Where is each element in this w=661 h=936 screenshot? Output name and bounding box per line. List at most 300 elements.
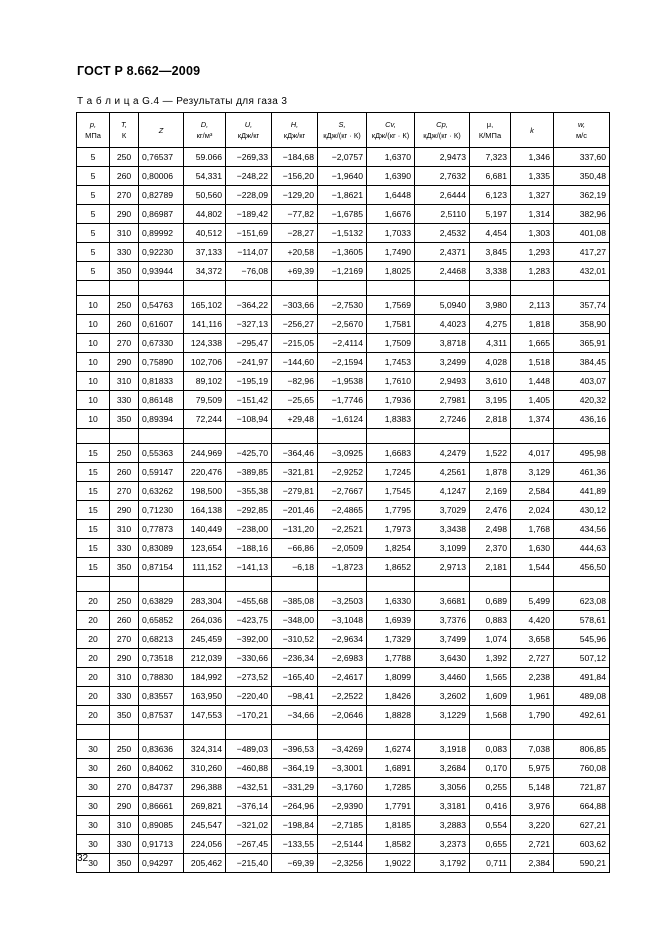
table-row (77, 520, 610, 539)
table-cell: 290 (110, 205, 139, 224)
table-cell: 3,1918 (415, 740, 470, 759)
table-cell: 3,658 (511, 630, 554, 649)
table-cell: −151,69 (226, 224, 272, 243)
table-cell: 2,584 (511, 482, 554, 501)
table-cell: 1,074 (470, 630, 511, 649)
table-cell: 350 (110, 854, 139, 873)
table-row (77, 649, 610, 668)
table-cell: 350 (110, 410, 139, 429)
table-cell: 15 (77, 501, 110, 520)
empty-cell (367, 429, 415, 444)
table-row (77, 296, 610, 315)
table-cell: 89,102 (184, 372, 226, 391)
table-cell: 4,4023 (415, 315, 470, 334)
table-cell: 0,89992 (139, 224, 184, 243)
empty-cell (367, 281, 415, 296)
table-cell: 0,86148 (139, 391, 184, 410)
table-cell: 3,338 (470, 262, 511, 281)
table-cell: 2,721 (511, 835, 554, 854)
table-cell: −2,7667 (318, 482, 367, 501)
table-cell: 0,68213 (139, 630, 184, 649)
table-cell: 140,449 (184, 520, 226, 539)
table-cell: 3,1099 (415, 539, 470, 558)
table-row (77, 224, 610, 243)
table-cell: −2,7530 (318, 296, 367, 315)
table-cell: 220,476 (184, 463, 226, 482)
table-cell: 3,4460 (415, 668, 470, 687)
table-cell: −1,8621 (318, 186, 367, 205)
table-cell: 3,1792 (415, 854, 470, 873)
table-cell: −1,6124 (318, 410, 367, 429)
table-cell: −489,03 (226, 740, 272, 759)
table-cell: 2,370 (470, 539, 511, 558)
table-body (77, 148, 610, 873)
table-cell: 0,61607 (139, 315, 184, 334)
table-cell: −2,5144 (318, 835, 367, 854)
table-cell: −2,3256 (318, 854, 367, 873)
table-cell: −77,82 (272, 205, 318, 224)
table-row (77, 243, 610, 262)
table-cell: 0,86661 (139, 797, 184, 816)
table-cell: −321,81 (272, 463, 318, 482)
table-cell: 20 (77, 687, 110, 706)
table-cell: 1,7245 (367, 463, 415, 482)
table-cell: 3,220 (511, 816, 554, 835)
table-row (77, 205, 610, 224)
table-cell: 3,6430 (415, 649, 470, 668)
empty-cell (226, 577, 272, 592)
table-cell: −3,2503 (318, 592, 367, 611)
table-cell: 0,083 (470, 740, 511, 759)
table-cell: 3,7376 (415, 611, 470, 630)
table-cell: 245,547 (184, 816, 226, 835)
table-cell: 30 (77, 816, 110, 835)
table-cell: −236,34 (272, 649, 318, 668)
table-cell: 0,87537 (139, 706, 184, 725)
empty-cell (184, 429, 226, 444)
table-cell: 0,84737 (139, 778, 184, 797)
empty-cell (415, 281, 470, 296)
table-cell: 5,975 (511, 759, 554, 778)
table-cell: −238,00 (226, 520, 272, 539)
table-cell: 4,454 (470, 224, 511, 243)
empty-cell (470, 281, 511, 296)
empty-cell (77, 281, 110, 296)
table-cell: −129,20 (272, 186, 318, 205)
table-cell: 3,980 (470, 296, 511, 315)
empty-cell (318, 577, 367, 592)
table-cell: 1,8828 (367, 706, 415, 725)
table-cell: 444,63 (554, 539, 610, 558)
empty-cell (470, 725, 511, 740)
table-row (77, 816, 610, 835)
empty-cell (511, 725, 554, 740)
table-cell: 163,950 (184, 687, 226, 706)
table-cell: −66,86 (272, 539, 318, 558)
table-cell: −2,7185 (318, 816, 367, 835)
table-cell: 0,71230 (139, 501, 184, 520)
table-cell: 15 (77, 539, 110, 558)
table-cell: 123,654 (184, 539, 226, 558)
table-cell: 3,2373 (415, 835, 470, 854)
table-cell: 365,91 (554, 334, 610, 353)
table-cell: 2,384 (511, 854, 554, 873)
table-cell: 1,8383 (367, 410, 415, 429)
table-cell: −364,22 (226, 296, 272, 315)
table-cell: −273,52 (226, 668, 272, 687)
table-cell: −189,42 (226, 205, 272, 224)
empty-cell (318, 725, 367, 740)
table-cell: −25,65 (272, 391, 318, 410)
table-cell: 350 (110, 706, 139, 725)
empty-cell (415, 577, 470, 592)
table-cell: 224,056 (184, 835, 226, 854)
column-header: w, м/с (554, 113, 610, 148)
table-cell: −423,75 (226, 611, 272, 630)
table-row (77, 687, 610, 706)
table-cell: 10 (77, 410, 110, 429)
table-cell: 2,7246 (415, 410, 470, 429)
table-cell: 310 (110, 520, 139, 539)
empty-cell (511, 577, 554, 592)
table-cell: 1,544 (511, 558, 554, 577)
table-cell: 1,6274 (367, 740, 415, 759)
table-cell: 59.066 (184, 148, 226, 167)
table-cell: 2,6444 (415, 186, 470, 205)
table-cell: 147,553 (184, 706, 226, 725)
table-cell: 1,6676 (367, 205, 415, 224)
table-cell: −188,16 (226, 539, 272, 558)
table-cell: 310 (110, 224, 139, 243)
table-cell: −228,09 (226, 186, 272, 205)
table-cell: −392,00 (226, 630, 272, 649)
table-cell: −2,4865 (318, 501, 367, 520)
table-row (77, 315, 610, 334)
table-cell: −2,9390 (318, 797, 367, 816)
table-cell: 6,123 (470, 186, 511, 205)
table-cell: 20 (77, 649, 110, 668)
table-cell: 4,2561 (415, 463, 470, 482)
table-cell: 0,59147 (139, 463, 184, 482)
table-cell: 3,845 (470, 243, 511, 262)
table-row (77, 501, 610, 520)
table-cell: +20,58 (272, 243, 318, 262)
table-cell: 205,462 (184, 854, 226, 873)
empty-cell (272, 725, 318, 740)
column-header: U, кДж/кг (226, 113, 272, 148)
empty-cell (511, 429, 554, 444)
empty-cell (139, 725, 184, 740)
table-row (77, 463, 610, 482)
empty-cell (272, 429, 318, 444)
table-cell: −220,40 (226, 687, 272, 706)
table-cell: 1,8254 (367, 539, 415, 558)
table-cell: 3,8718 (415, 334, 470, 353)
table-cell: 111,152 (184, 558, 226, 577)
table-cell: 3,7029 (415, 501, 470, 520)
table-cell: 2,727 (511, 649, 554, 668)
empty-cell (554, 725, 610, 740)
table-cell: −3,1048 (318, 611, 367, 630)
table-cell: 434,56 (554, 520, 610, 539)
empty-cell (415, 429, 470, 444)
table-cell: 623,08 (554, 592, 610, 611)
table-cell: −2,0757 (318, 148, 367, 167)
table-cell: 1,7490 (367, 243, 415, 262)
table-cell: −1,9640 (318, 167, 367, 186)
table-cell: 578,61 (554, 611, 610, 630)
column-header: μ, К/МПа (470, 113, 511, 148)
table-cell: 1,448 (511, 372, 554, 391)
table-cell: −241,97 (226, 353, 272, 372)
table-cell: 30 (77, 778, 110, 797)
table-cell: 1,878 (470, 463, 511, 482)
table-cell: 3,610 (470, 372, 511, 391)
table-cell: −303,66 (272, 296, 318, 315)
table-cell: 0,73518 (139, 649, 184, 668)
table-cell: 4,311 (470, 334, 511, 353)
table-cell: 1,7581 (367, 315, 415, 334)
table-cell: 10 (77, 391, 110, 410)
empty-cell (470, 577, 511, 592)
table-cell: 296,388 (184, 778, 226, 797)
table-cell: 50,560 (184, 186, 226, 205)
table-cell: −1,2169 (318, 262, 367, 281)
table-cell: 310,260 (184, 759, 226, 778)
table-row (77, 262, 610, 281)
table-cell: 10 (77, 334, 110, 353)
table-cell: 350,48 (554, 167, 610, 186)
table-cell: 1,609 (470, 687, 511, 706)
table-cell: 15 (77, 482, 110, 501)
table-cell: 0,883 (470, 611, 511, 630)
table-cell: −144,60 (272, 353, 318, 372)
empty-cell (184, 281, 226, 296)
empty-cell (139, 281, 184, 296)
table-caption: Т а б л и ц а G.4 — Результаты для газа 3 (77, 96, 288, 107)
table-cell: −355,38 (226, 482, 272, 501)
table-cell: 2,498 (470, 520, 511, 539)
table-cell: 1,374 (511, 410, 554, 429)
table-cell: 184,992 (184, 668, 226, 687)
table-row (77, 630, 610, 649)
table-row (77, 797, 610, 816)
table-cell: +29,48 (272, 410, 318, 429)
group-separator-row (77, 429, 610, 444)
table-cell: 0,711 (470, 854, 511, 873)
table-cell: −198,84 (272, 816, 318, 835)
table-cell: 1,405 (511, 391, 554, 410)
table-cell: 0,83089 (139, 539, 184, 558)
table-cell: 461,36 (554, 463, 610, 482)
table-cell: 270 (110, 186, 139, 205)
table-cell: 0,89085 (139, 816, 184, 835)
table-cell: 3,129 (511, 463, 554, 482)
table-cell: 1,8099 (367, 668, 415, 687)
table-cell: 260 (110, 611, 139, 630)
table-cell: 0,84062 (139, 759, 184, 778)
table-cell: 20 (77, 630, 110, 649)
table-cell: 1,7936 (367, 391, 415, 410)
table-cell: 430,12 (554, 501, 610, 520)
empty-cell (184, 725, 226, 740)
table-cell: −201,46 (272, 501, 318, 520)
table-cell: 1,6370 (367, 148, 415, 167)
table-row (77, 759, 610, 778)
empty-cell (226, 725, 272, 740)
table-cell: 1,6939 (367, 611, 415, 630)
table-cell: 198,500 (184, 482, 226, 501)
table-row (77, 854, 610, 873)
table-cell: 270 (110, 334, 139, 353)
table-cell: 0,81833 (139, 372, 184, 391)
table-cell: 0,554 (470, 816, 511, 835)
table-cell: −1,9538 (318, 372, 367, 391)
results-table (76, 112, 610, 873)
table-row (77, 835, 610, 854)
table-cell: 0,63829 (139, 592, 184, 611)
table-cell: 1,327 (511, 186, 554, 205)
table-cell: 0,83557 (139, 687, 184, 706)
table-row (77, 167, 610, 186)
table-row (77, 148, 610, 167)
table-cell: 5 (77, 148, 110, 167)
table-cell: −310,52 (272, 630, 318, 649)
table-cell: −2,4617 (318, 668, 367, 687)
table-cell: −389,85 (226, 463, 272, 482)
table-cell: −2,1594 (318, 353, 367, 372)
empty-cell (226, 429, 272, 444)
table-cell: 1,630 (511, 539, 554, 558)
table-cell: 30 (77, 835, 110, 854)
table-row (77, 391, 610, 410)
table-cell: −34,66 (272, 706, 318, 725)
table-cell: −1,5132 (318, 224, 367, 243)
table-cell: 30 (77, 854, 110, 873)
table-cell: 489,08 (554, 687, 610, 706)
table-cell: 270 (110, 778, 139, 797)
table-cell: −2,2522 (318, 687, 367, 706)
table-cell: 436,16 (554, 410, 610, 429)
table-cell: 1,518 (511, 353, 554, 372)
document-title: ГОСТ Р 8.662—2009 (77, 64, 201, 78)
table-cell: 1,7795 (367, 501, 415, 520)
table-cell: 2,4468 (415, 262, 470, 281)
table-cell: 1,335 (511, 167, 554, 186)
table-cell: −1,8723 (318, 558, 367, 577)
table-cell: −2,4114 (318, 334, 367, 353)
table-cell: 1,303 (511, 224, 554, 243)
table-cell: 1,818 (511, 315, 554, 334)
table-cell: 362,19 (554, 186, 610, 205)
table-cell: 2,476 (470, 501, 511, 520)
table-cell: 250 (110, 148, 139, 167)
table-cell: 244,969 (184, 444, 226, 463)
table-cell: 664,88 (554, 797, 610, 816)
empty-cell (184, 577, 226, 592)
table-cell: −248,22 (226, 167, 272, 186)
table-cell: 0,82789 (139, 186, 184, 205)
table-cell: 141,116 (184, 315, 226, 334)
table-cell: −2,9634 (318, 630, 367, 649)
table-cell: −455,68 (226, 592, 272, 611)
empty-cell (139, 577, 184, 592)
table-cell: 212,039 (184, 649, 226, 668)
table-cell: 0,67330 (139, 334, 184, 353)
table-cell: 1,7033 (367, 224, 415, 243)
table-row (77, 444, 610, 463)
table-cell: −432,51 (226, 778, 272, 797)
table-cell: 2,818 (470, 410, 511, 429)
table-cell: 603,62 (554, 835, 610, 854)
table-row (77, 558, 610, 577)
table-cell: 310 (110, 668, 139, 687)
table-cell: 382,96 (554, 205, 610, 224)
table-cell: −2,0646 (318, 706, 367, 725)
empty-cell (470, 429, 511, 444)
table-cell: −330,66 (226, 649, 272, 668)
table-row (77, 706, 610, 725)
table-cell: −256,27 (272, 315, 318, 334)
table-cell: 40,512 (184, 224, 226, 243)
empty-cell (272, 281, 318, 296)
group-separator-row (77, 577, 610, 592)
table-cell: 2,5110 (415, 205, 470, 224)
table-cell: +69,39 (272, 262, 318, 281)
table-cell: −1,7746 (318, 391, 367, 410)
table-cell: −2,2521 (318, 520, 367, 539)
table-cell: 4,2479 (415, 444, 470, 463)
table-cell: −348,00 (272, 611, 318, 630)
table-cell: −28,27 (272, 224, 318, 243)
table-row (77, 186, 610, 205)
table-cell: 432,01 (554, 262, 610, 281)
table-cell: 10 (77, 353, 110, 372)
table-cell: 0,416 (470, 797, 511, 816)
table-cell: 3,3438 (415, 520, 470, 539)
table-cell: 456,50 (554, 558, 610, 577)
column-header: H, кДж/кг (272, 113, 318, 148)
table-header-row (77, 113, 610, 148)
table-cell: 6,681 (470, 167, 511, 186)
empty-cell (415, 725, 470, 740)
table-cell: −321,02 (226, 816, 272, 835)
table-cell: 806,85 (554, 740, 610, 759)
table-cell: −364,46 (272, 444, 318, 463)
table-cell: 20 (77, 592, 110, 611)
table-cell: 545,96 (554, 630, 610, 649)
table-cell: 0,78830 (139, 668, 184, 687)
table-cell: 1,392 (470, 649, 511, 668)
table-cell: 1,283 (511, 262, 554, 281)
table-cell: 15 (77, 558, 110, 577)
table-cell: 10 (77, 372, 110, 391)
table-cell: 5,0940 (415, 296, 470, 315)
empty-cell (554, 281, 610, 296)
table-cell: −3,4269 (318, 740, 367, 759)
table-cell: 34,372 (184, 262, 226, 281)
table-cell: 37,133 (184, 243, 226, 262)
table-cell: 0,655 (470, 835, 511, 854)
column-header: Z (139, 113, 184, 148)
table-cell: −133,55 (272, 835, 318, 854)
column-header: k (511, 113, 554, 148)
empty-cell (77, 725, 110, 740)
table-cell: 1,314 (511, 205, 554, 224)
table-row (77, 778, 610, 797)
column-header: S, кДж/(кг · К) (318, 113, 367, 148)
table-cell: 44,802 (184, 205, 226, 224)
